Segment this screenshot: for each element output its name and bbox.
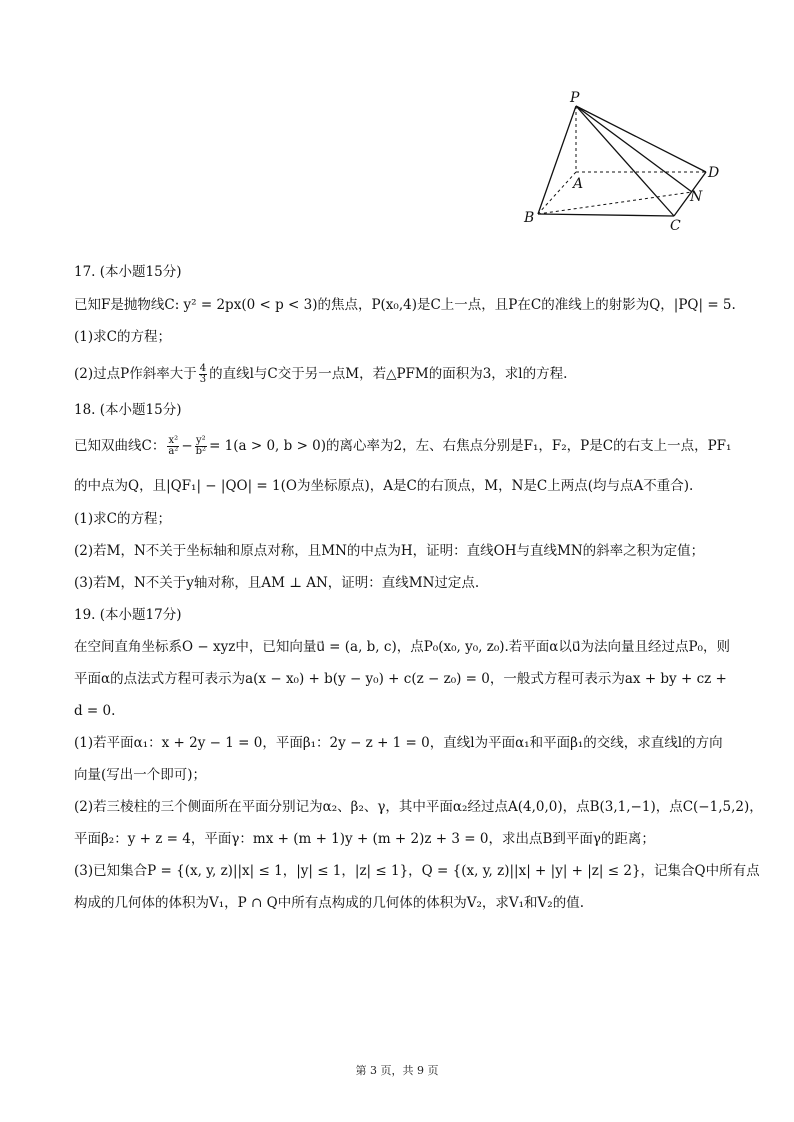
p19-header: 19. (本小题17分) xyxy=(74,607,182,623)
p18-q2: (2)若M，N不关于坐标轴和原点对称，且MN的中点为H，证明：直线OH与直线MN的斜率之积为定值； xyxy=(74,543,705,559)
p18-header: 18. (本小题15分) xyxy=(74,402,182,418)
edge-PD xyxy=(576,106,706,172)
edge-PN xyxy=(576,106,692,192)
p18-q1: (1)求C的方程； xyxy=(74,511,171,527)
frac-num: 4 xyxy=(199,363,207,374)
label-A: A xyxy=(573,176,584,192)
pyramid-diagram xyxy=(510,88,730,238)
p19-q3-line2: 构成的几何体的体积为V₁，P ∩ Q中所有点构成的几何体的体积为V₂，求V₁和V₂的值. xyxy=(74,895,584,911)
p19-q1-line2: 向量(写出一个即可)； xyxy=(74,767,207,783)
p18-stem1-post: = 1(a > 0, b > 0)的离心率为2，左、右焦点分别是F₁，F₂，P是C的右支上一点，PF₁ xyxy=(209,438,732,454)
label-C: C xyxy=(670,218,681,234)
label-D: D xyxy=(708,165,720,181)
label-B: B xyxy=(524,210,535,226)
edge-PB xyxy=(538,106,576,214)
frac-num: x² xyxy=(168,435,179,446)
p19-q3-line1: (3)已知集合P = {(x, y, z)||x| ≤ 1，|y| ≤ 1，|z| ≤ 1}，Q = {(x, y, z)||x| + |y| + |z| ≤ 2}，记集合Q中所有点 xyxy=(74,863,760,879)
p17-q2 xyxy=(74,364,567,385)
page-footer: 第 3 页，共 9 页 xyxy=(355,1064,439,1077)
p18-frac-y xyxy=(195,436,207,457)
p18-stem1 xyxy=(74,436,731,457)
edge-PC xyxy=(576,106,674,216)
p19-stem2: 平面α的点法式方程可表示为a(x − x₀) + b(y − y₀) + c(z − z₀) = 0，一般式方程可表示为ax + by + cz + xyxy=(74,671,727,687)
p17-q2-fraction xyxy=(199,364,207,385)
p19-stem1: 在空间直角坐标系O − xyz中，已知向量u⃗ = (a, b, c)，点P₀(x₀, y₀, z₀).若平面α以u⃗为法向量且经过点P₀，则 xyxy=(74,639,730,655)
p19-q2-line1: (2)若三棱柱的三个侧面所在平面分别记为α₂、β₂、γ，其中平面α₂经过点A(4,0,0)，点B(3,1,−1)，点C(−1,5,2)， xyxy=(74,799,763,815)
p19-q2-line2: 平面β₂：y + z = 4，平面γ：mx + (m + 1)y + (m + 2)z + 3 = 0，求出点B到平面γ的距离； xyxy=(74,831,655,847)
edge-AB xyxy=(538,172,576,214)
p17-q2-pre: (2)过点P作斜率大于 xyxy=(74,366,197,382)
frac-num: y² xyxy=(196,435,206,446)
p18-stem2: 的中点为Q，且|QF₁| − |QO| = 1(O为坐标原点)，A是C的右顶点，M，N是C上两点(均与点A不重合). xyxy=(74,478,694,494)
p17-header: 17. (本小题15分) xyxy=(74,264,182,280)
frac-den: a² xyxy=(168,446,179,457)
label-P: P xyxy=(570,90,580,106)
p19-stem3: d = 0. xyxy=(74,703,116,719)
p18-stem1-pre: 已知双曲线C： xyxy=(74,438,166,454)
p19-q1-line1: (1)若平面α₁：x + 2y − 1 = 0，平面β₁：2y − z + 1 = 0，直线l为平面α₁和平面β₁的交线，求直线l的方向 xyxy=(74,735,723,751)
frac-den: b² xyxy=(195,446,207,457)
pyramid-figure xyxy=(510,88,730,238)
p17-stem: 已知F是抛物线C: y² = 2px(0 < p < 3)的焦点，P(x₀,4)是C上一点，且P在C的准线上的射影为Q，|PQ| = 5. xyxy=(74,297,736,313)
p18-q3: (3)若M，N不关于y轴对称，且AM ⊥ AN，证明：直线MN过定点. xyxy=(74,575,480,591)
minus-sign: − xyxy=(181,438,193,454)
label-N: N xyxy=(690,189,703,205)
p17-q1: (1)求C的方程； xyxy=(74,329,171,345)
frac-den: 3 xyxy=(199,374,207,385)
p18-frac-x xyxy=(167,436,179,457)
p17-q2-post: 的直线l与C交于另一点M，若△PFM的面积为3，求l的方程. xyxy=(209,366,568,382)
edge-BC xyxy=(538,214,674,216)
